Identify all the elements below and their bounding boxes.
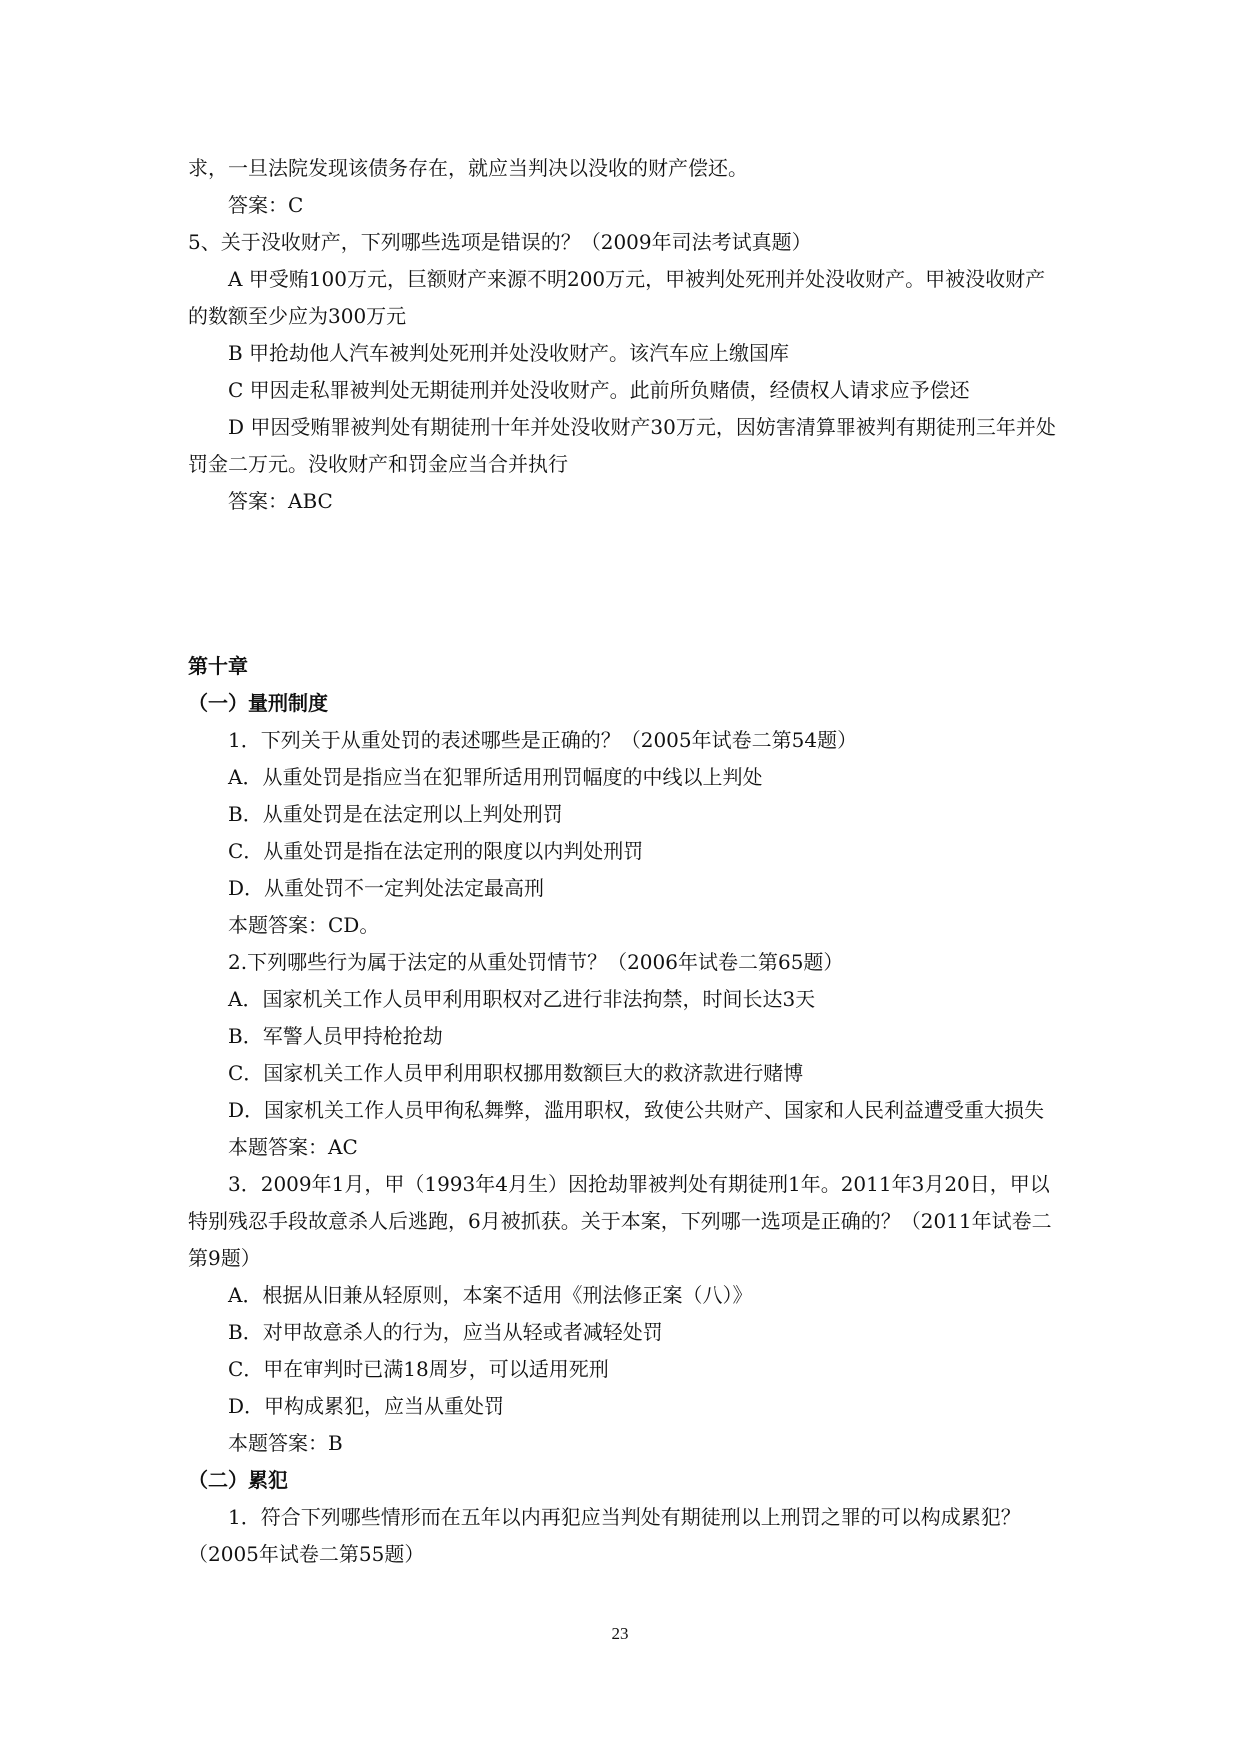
question-1: 1．下列关于从重处罚的表述哪些是正确的？（2005年试卷二第54题） [228, 728, 858, 752]
section-heading: （二）累犯 [188, 1468, 288, 1492]
option-5d: D 甲因受贿罪被判处有期徒刑十年并处没收财产30万元，因妨害清算罪被判有期徒刑三年并处罚金二万元。没收财产和罚金应当合并执行 [188, 415, 1056, 476]
section2-question-1: 1．符合下列哪些情形而在五年以内再犯应当判处有期徒刑以上刑罚之罪的可以构成累犯？（2005年试卷二第55题） [188, 1505, 1021, 1566]
option-5c: C 甲因走私罪被判处无期徒刑并处没收财产。此前所负赌债，经债权人请求应予偿还 [228, 378, 970, 402]
option-1d: D．从重处罚不一定判处法定最高刑 [228, 876, 545, 900]
spacer [188, 520, 1058, 648]
option-5b: B 甲抢劫他人汽车被判处死刑并处没收财产。该汽车应上缴国库 [228, 341, 790, 365]
answer-line: 答案：C [228, 193, 304, 217]
option-1b: B．从重处罚是在法定刑以上判处刑罚 [228, 802, 563, 826]
option-2b: B．军警人员甲持枪抢劫 [228, 1024, 443, 1048]
answer-line: 答案：ABC [228, 489, 333, 513]
question-3: 3．2009年1月，甲（1993年4月生）因抢劫罪被判处有期徒刑1年。2011年3月20日，甲以特别残忍手段故意杀人后逃跑，6月被抓获。关于本案，下列哪一选项是正确的？（2011年试卷二第9题） [188, 1172, 1052, 1270]
section-heading: （一）量刑制度 [188, 691, 328, 715]
option-5a: A 甲受贿100万元，巨额财产来源不明200万元，甲被判处死刑并处没收财产。甲被没收财产的数额至少应为300万元 [188, 267, 1046, 328]
option-3c: C．甲在审判时已满18周岁，可以适用死刑 [228, 1357, 609, 1381]
answer-line: 本题答案：B [228, 1431, 343, 1455]
option-2d: D．国家机关工作人员甲徇私舞弊，滥用职权，致使公共财产、国家和人民利益遭受重大损失 [228, 1098, 1045, 1122]
document-body [188, 150, 1058, 1573]
option-1a: A．从重处罚是指应当在犯罪所适用刑罚幅度的中线以上判处 [228, 765, 763, 789]
option-1c: C．从重处罚是指在法定刑的限度以内判处刑罚 [228, 839, 644, 863]
option-2a: A．国家机关工作人员甲利用职权对乙进行非法拘禁，时间长达3天 [228, 987, 816, 1011]
answer-line: 本题答案：CD。 [228, 913, 380, 937]
question-2: 2.下列哪些行为属于法定的从重处罚情节？（2006年试卷二第65题） [228, 950, 844, 974]
page-number: 23 [611, 1624, 629, 1643]
chapter-title: 第十章 [188, 654, 248, 678]
option-3d: D．甲构成累犯，应当从重处罚 [228, 1394, 505, 1418]
continued-text: 求，一旦法院发现该债务存在，就应当判决以没收的财产偿还。 [188, 156, 748, 180]
answer-line: 本题答案：AC [228, 1135, 358, 1159]
question-5: 5、关于没收财产，下列哪些选项是错误的？（2009年司法考试真题） [188, 230, 812, 254]
option-3a: A．根据从旧兼从轻原则，本案不适用《刑法修正案（八）》 [228, 1283, 753, 1307]
option-2c: C．国家机关工作人员甲利用职权挪用数额巨大的救济款进行赌博 [228, 1061, 804, 1085]
option-3b: B．对甲故意杀人的行为，应当从轻或者减轻处罚 [228, 1320, 663, 1344]
